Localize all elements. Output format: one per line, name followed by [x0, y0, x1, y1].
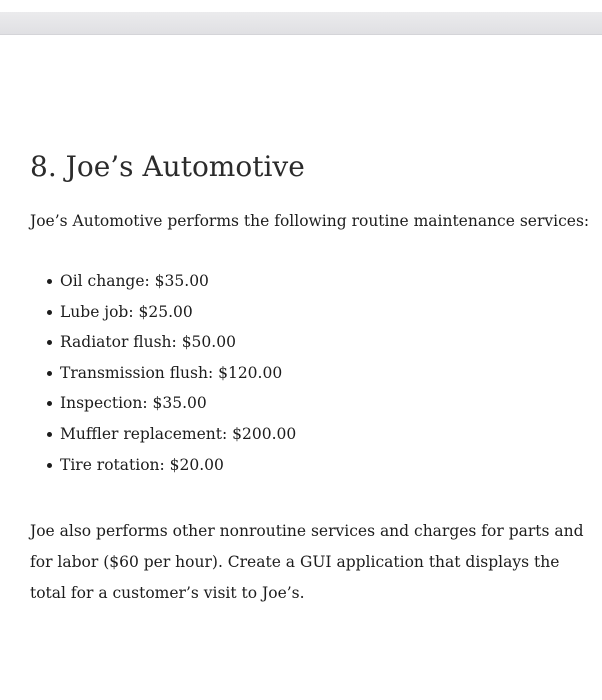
list-item-transmission-flush: Transmission flush: $120.00: [48, 358, 592, 389]
closing-paragraph: Joe also performs other nonroutine services and charges for parts and for labor ($60 per hour). Create a GUI application that displays the total for a customer’s visit to Joe’s.: [30, 522, 584, 603]
list-item-muffler-replacement: Muffler replacement: $200.00: [48, 419, 592, 450]
services-list: [30, 266, 592, 480]
top-toolbar-bar: [0, 12, 602, 35]
document-content: [30, 148, 592, 609]
page-title: 8. Joe’s Automotive: [30, 150, 305, 183]
list-item-oil-change: Oil change: $35.00: [48, 266, 592, 297]
list-item-inspection: Inspection: $35.00: [48, 388, 592, 419]
list-item-lube-job: Lube job: $25.00: [48, 297, 592, 328]
list-item-radiator-flush: Radiator flush: $50.00: [48, 327, 592, 358]
intro-paragraph: Joe’s Automotive performs the following routine maintenance services:: [30, 212, 590, 230]
list-item-tire-rotation: Tire rotation: $20.00: [48, 450, 592, 481]
